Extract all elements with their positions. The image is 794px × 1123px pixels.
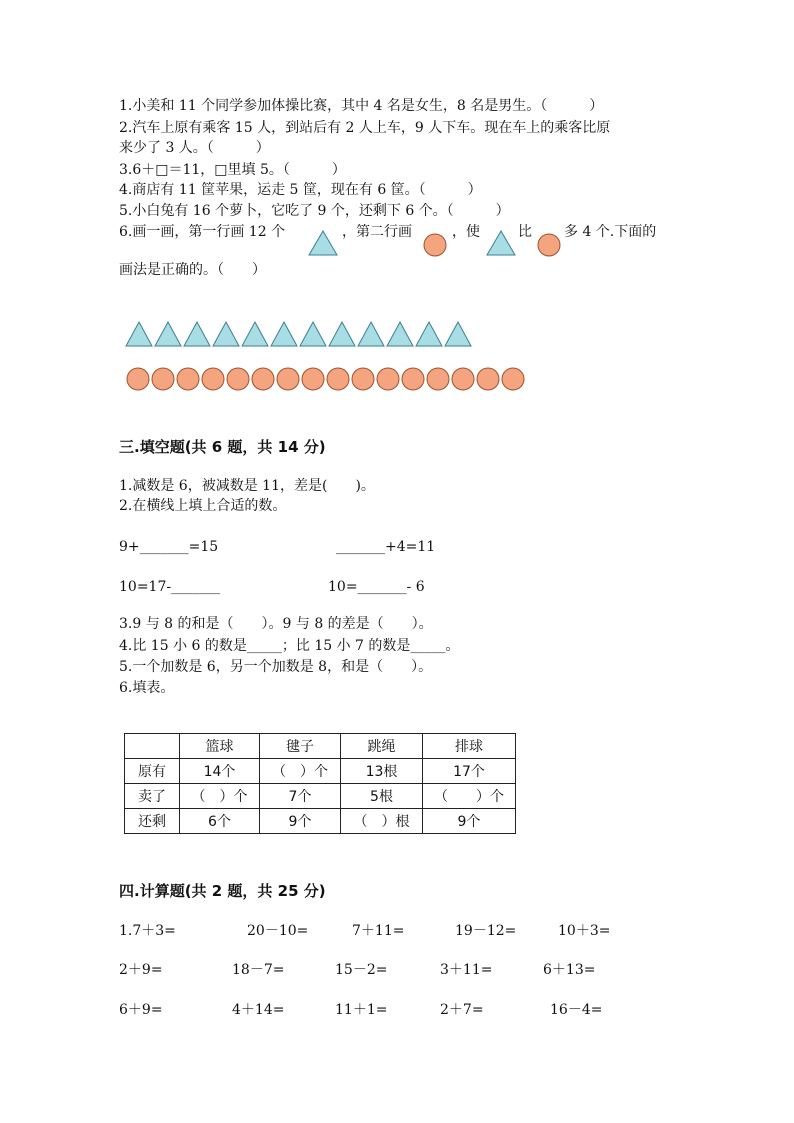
triangle-row <box>0 320 794 350</box>
triangle-icon <box>184 322 210 346</box>
fill-q1: 1.减数是 6，被减数是 11，差是( )。 <box>119 478 375 494</box>
judge-q2-line2: 来少了 3 人。（ ） <box>119 140 270 156</box>
triangle-icon <box>242 322 268 346</box>
triangle-icon <box>445 322 471 346</box>
judge-q6-line2: 画法是正确的。（ ） <box>119 262 266 278</box>
fill-q3: 3.9 与 8 的和是（ ）。9 与 8 的差是（ ）。 <box>119 616 433 632</box>
circle-icon <box>152 368 174 390</box>
triangle-icon <box>271 322 297 346</box>
table-cell: （ ）根 <box>341 809 423 834</box>
section4-title: 四.计算题(共 2 题，共 25 分) <box>119 882 326 900</box>
table-cell: 9个 <box>260 809 341 834</box>
fill-eq1: 9+_______=15 <box>119 539 219 555</box>
circle-row <box>0 366 794 392</box>
judge-q4: 4.商店有 11 筐苹果，运走 5 筐，现在有 6 筐。（ ） <box>119 182 482 198</box>
calc-item: 4＋14= <box>232 1002 285 1018</box>
circle-icon <box>423 233 447 257</box>
calc-item: 18－7= <box>232 962 285 978</box>
table-cell: 篮球 <box>180 734 260 759</box>
calc-item: 16－4= <box>550 1002 603 1018</box>
calc-item: 19－12= <box>455 923 517 939</box>
table-cell: （ ）个 <box>180 784 260 809</box>
triangle-icon <box>213 322 239 346</box>
calc-item: 6＋13= <box>543 962 596 978</box>
calc-item: 10＋3= <box>558 923 611 939</box>
calc-item: 2＋7= <box>440 1002 484 1018</box>
circle-icon <box>502 368 524 390</box>
calc-item: 20－10= <box>247 923 309 939</box>
circle-icon <box>537 233 561 257</box>
circle-icon <box>402 368 424 390</box>
triangle-icon <box>308 230 338 256</box>
table-cell: （ ）个 <box>423 784 516 809</box>
judge-q6-text1: 6.画一画，第一行画 12 个 <box>119 224 286 240</box>
table-cell: 毽子 <box>260 734 341 759</box>
fill-q6: 6.填表。 <box>119 680 175 696</box>
calc-item: 7＋11= <box>352 923 405 939</box>
circle-icon <box>427 368 449 390</box>
table-row <box>125 784 516 809</box>
judge-q6-text2: ，第二行画 <box>342 224 412 240</box>
judge-q6-text4: 比 <box>518 224 532 240</box>
triangle-icon <box>300 322 326 346</box>
table-cell: 原有 <box>125 759 180 784</box>
calc-item: 1.7＋3= <box>119 923 176 939</box>
table-cell: 6个 <box>180 809 260 834</box>
table-cell: 5根 <box>341 784 423 809</box>
judge-q2-line1: 2.汽车上原有乘客 15 人，到站后有 2 人上车，9 人下车。现在车上的乘客比原 <box>119 120 611 136</box>
circle-icon <box>377 368 399 390</box>
table-cell: 还剩 <box>125 809 180 834</box>
triangle-icon <box>126 322 152 346</box>
circle-icon <box>477 368 499 390</box>
circle-icon <box>252 368 274 390</box>
circle-icon <box>327 368 349 390</box>
calc-item: 6＋9= <box>119 1002 163 1018</box>
calc-item: 3＋11= <box>440 962 493 978</box>
circle-icon <box>177 368 199 390</box>
circle-icon <box>452 368 474 390</box>
table-row <box>125 809 516 834</box>
table-row <box>125 759 516 784</box>
triangle-icon <box>329 322 355 346</box>
table-cell: 13根 <box>341 759 423 784</box>
table-cell: 排球 <box>423 734 516 759</box>
judge-q5: 5.小白兔有 16 个萝卜，它吃了 9 个，还剩下 6 个。（ ） <box>119 203 510 219</box>
fill-table <box>124 733 516 834</box>
table-cell: 7个 <box>260 784 341 809</box>
fill-eq4: 10=_______- 6 <box>328 579 425 595</box>
triangle-icon <box>486 230 516 256</box>
table-cell: 17个 <box>423 759 516 784</box>
table-cell: 14个 <box>180 759 260 784</box>
table-cell: 卖了 <box>125 784 180 809</box>
triangle-icon <box>155 322 181 346</box>
judge-q1: 1.小美和 11 个同学参加体操比赛，其中 4 名是女生，8 名是男生。（ ） <box>119 98 604 114</box>
circle-icon <box>227 368 249 390</box>
fill-q5: 5.一个加数是 6，另一个加数是 8，和是（ ）。 <box>119 659 433 675</box>
circle-icon <box>352 368 374 390</box>
fill-eq2: _______+4=11 <box>336 539 436 555</box>
triangle-icon <box>358 322 384 346</box>
table-cell: 9个 <box>423 809 516 834</box>
judge-q6-text5: 多 4 个.下面的 <box>564 224 657 240</box>
fill-q2: 2.在横线上填上合适的数。 <box>119 498 287 514</box>
calc-item: 11＋1= <box>335 1002 388 1018</box>
triangle-icon <box>416 322 442 346</box>
circle-icon <box>127 368 149 390</box>
table-cell: （ ）个 <box>260 759 341 784</box>
judge-q3: 3.6＋□＝11，□里填 5。（ ） <box>119 162 346 178</box>
triangle-icon <box>387 322 413 346</box>
circle-icon <box>277 368 299 390</box>
table-cell <box>125 734 180 759</box>
judge-q6-text3: ，使 <box>452 224 480 240</box>
fill-eq3: 10=17-_______ <box>119 579 221 595</box>
circle-icon <box>302 368 324 390</box>
table-header-row <box>125 734 516 759</box>
calc-item: 15－2= <box>335 962 388 978</box>
calc-item: 2＋9= <box>119 962 163 978</box>
section3-title: 三.填空题(共 6 题，共 14 分) <box>119 438 326 456</box>
fill-q4: 4.比 15 小 6 的数是_____；比 15 小 7 的数是_____。 <box>119 638 460 654</box>
table-cell: 跳绳 <box>341 734 423 759</box>
circle-icon <box>202 368 224 390</box>
